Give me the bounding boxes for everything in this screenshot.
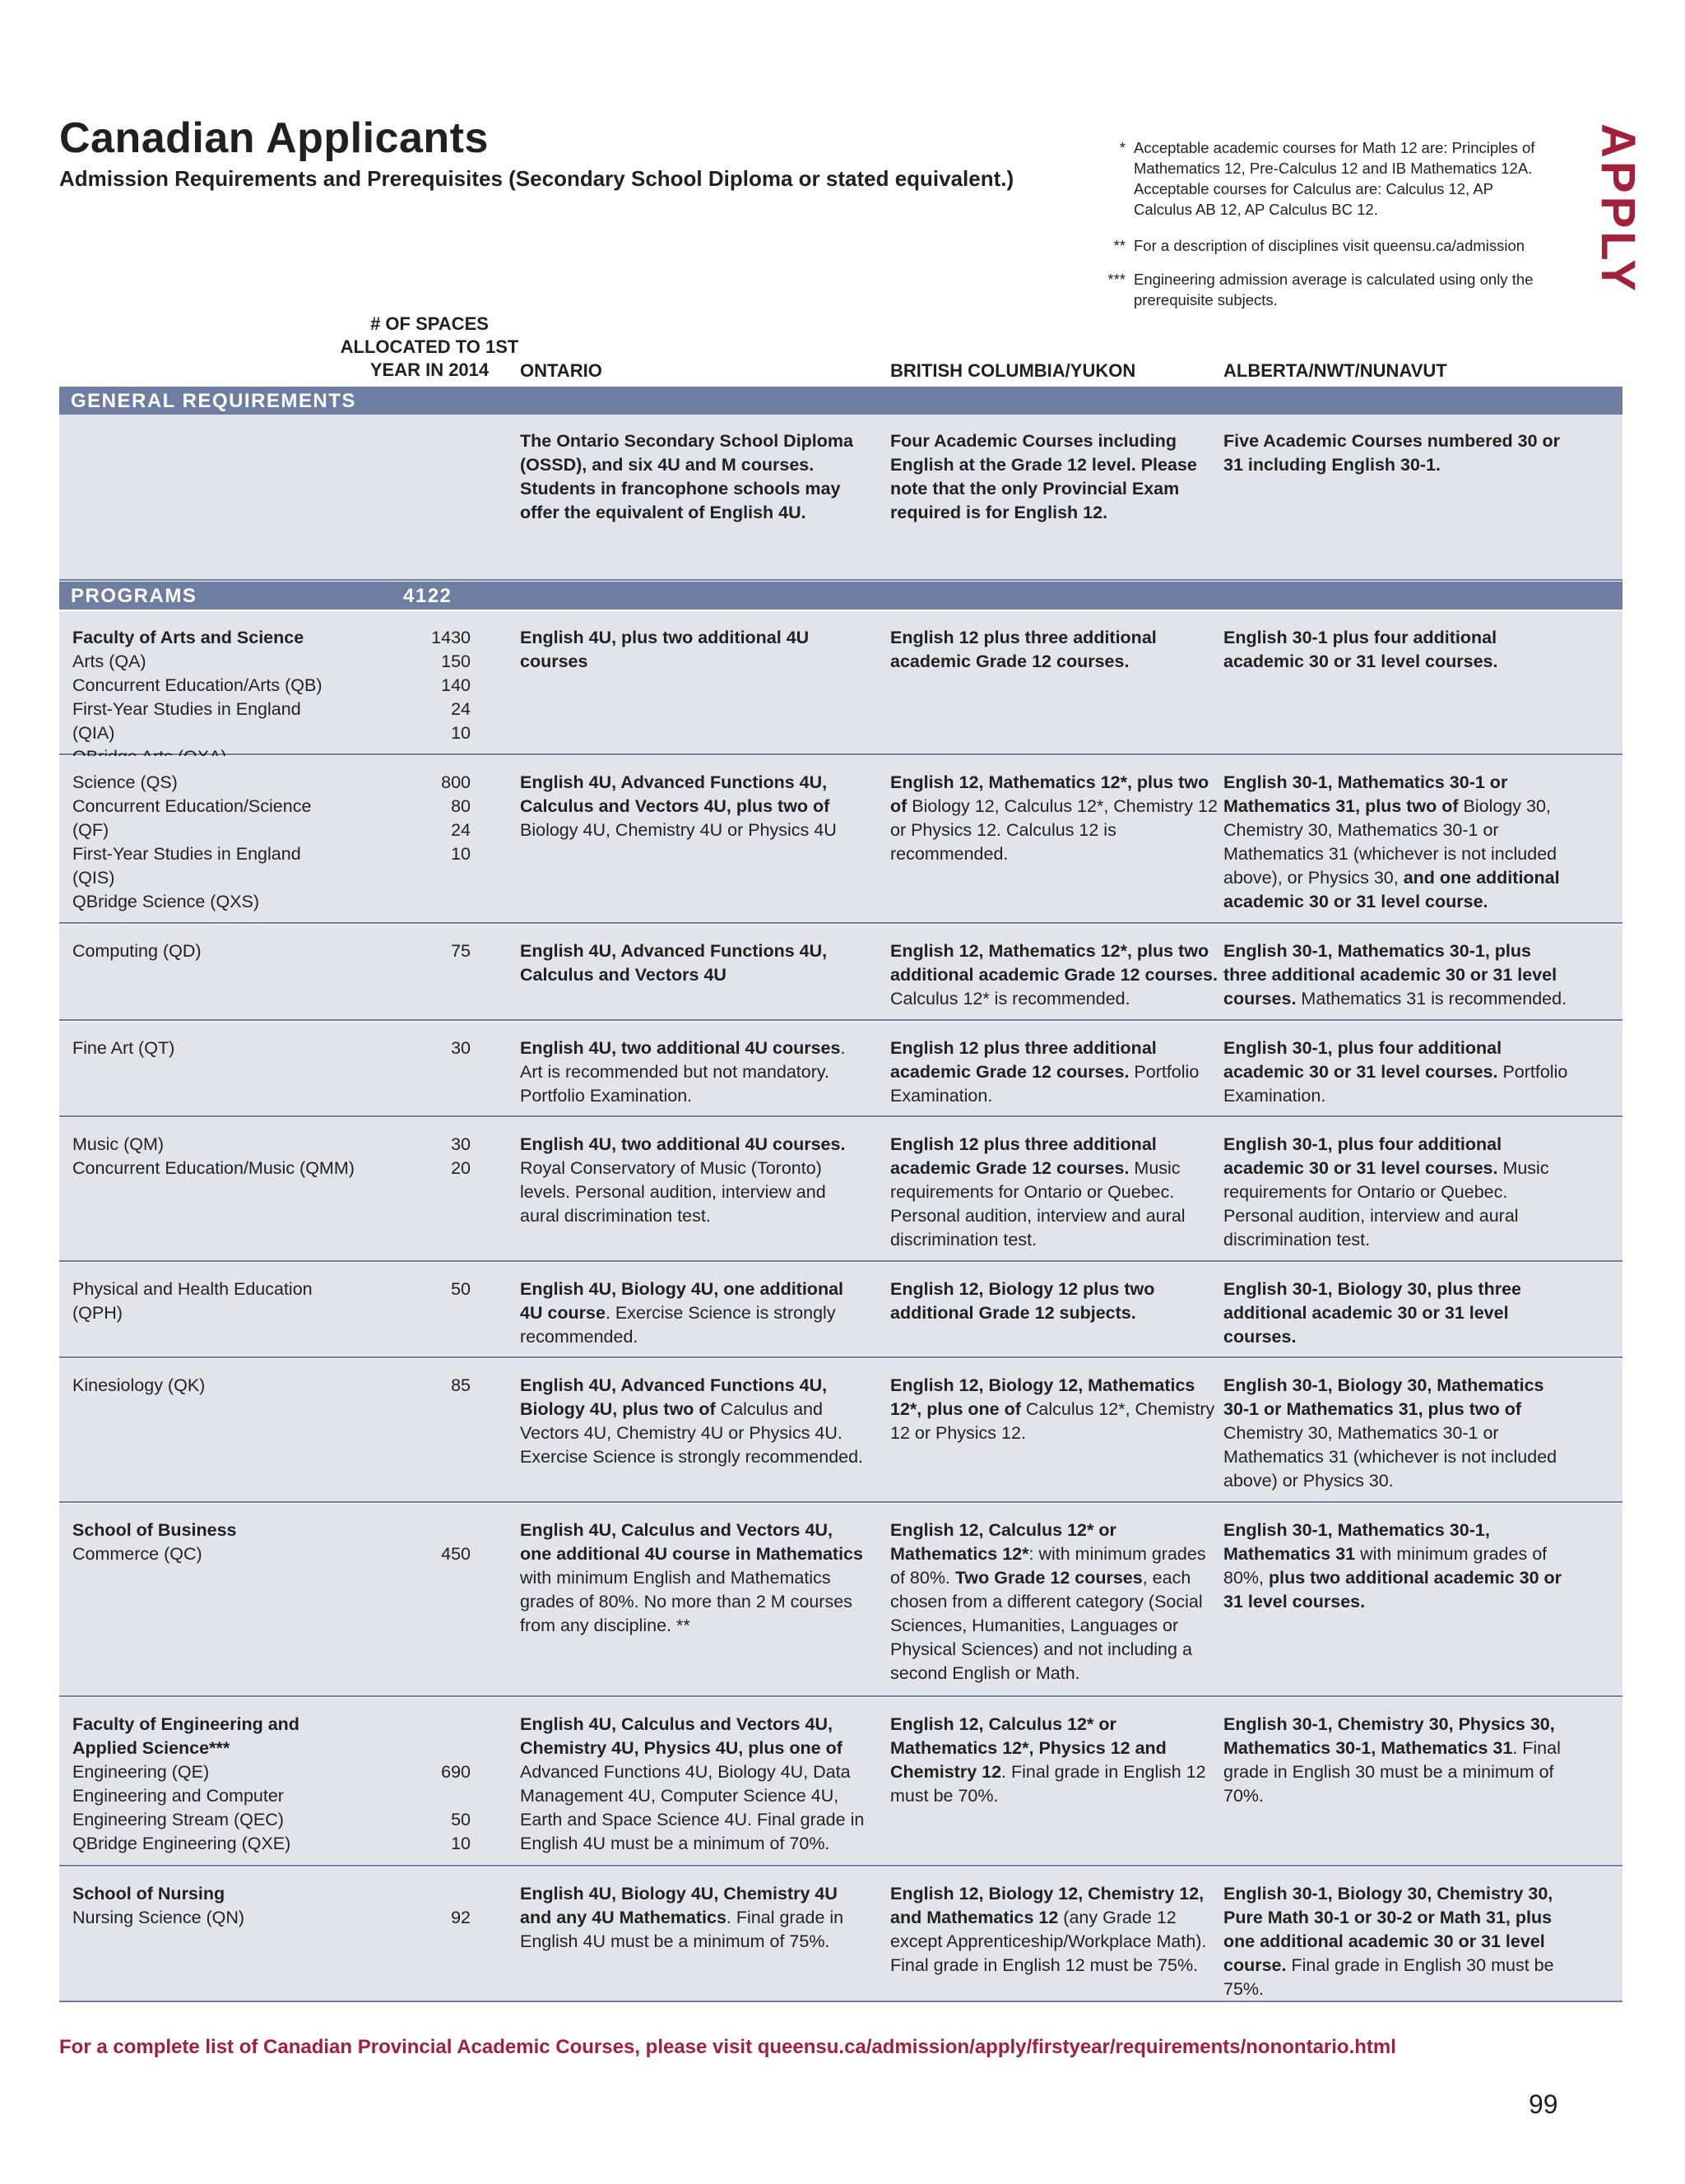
requirement-text: , each chosen from a different category (Social Sciences, Humanities, Languages or Physical Sciences) and not including a second English or Math.: [890, 1568, 1203, 1683]
requirement-text: English 4U, Advanced Functions 4U, Calculus and Vectors 4U: [520, 941, 828, 985]
spaces-value: 140: [441, 675, 471, 695]
requirement-bc: [890, 626, 1219, 674]
program-name: First-Year Studies in England (QIS): [72, 844, 306, 888]
spaces-value: [388, 1784, 471, 1808]
apply-tab-label: APPLY: [1591, 123, 1645, 295]
footnote-text: For a description of disciplines visit queensu.ca/admission: [1134, 237, 1525, 254]
spaces-value: 30: [451, 1038, 471, 1058]
program-row: [59, 611, 1622, 755]
requirement-text: English 12, Biology 12, Chemistry 12, and Mathematics 12: [890, 1884, 1205, 1927]
general-requirements-row: [59, 415, 1622, 581]
spaces-value: 50: [451, 1279, 471, 1299]
requirement-text: . Art is recommended but not mandatory. Portfolio Examination.: [520, 1038, 846, 1106]
requirement-bc: [890, 1519, 1219, 1686]
footnote-1: [1086, 137, 1547, 220]
program-names: [72, 1133, 402, 1180]
requirement-ontario: [520, 1036, 866, 1108]
program-row: [59, 1263, 1622, 1358]
spaces-value: 24: [451, 699, 471, 719]
column-headers: [59, 309, 1622, 385]
spaces-value: 1430: [431, 628, 471, 647]
general-ontario: The Ontario Secondary School Diploma (OSSD), and six 4U and M courses. Students in francophone schools may offer the equivalent of English 4U.: [520, 431, 853, 522]
requirement-text: Final grade in English 30 must be 75%.: [1223, 1955, 1554, 1999]
requirement-alberta: [1223, 1374, 1569, 1493]
requirement-text: English 4U, Biology 4U, Chemistry 4U and any 4U Mathematics: [520, 1884, 838, 1927]
requirement-text: English 12, Biology 12, Mathematics 12*, plus one of: [890, 1375, 1195, 1419]
footnote-mark: ***: [1107, 271, 1126, 288]
page-subtitle: Admission Requirements and Prerequisites (Secondary School Diploma or stated equivalent.): [59, 166, 1014, 191]
program-names: [72, 1374, 402, 1398]
requirement-text: Chemistry 30, Mathematics 30-1 or Mathematics 31 (whichever is not included above) or Physics 30.: [1223, 1423, 1557, 1491]
program-spaces: [388, 626, 471, 745]
requirement-text: English 30-1, Biology 30, Mathematics 30-1 or Mathematics 31, plus two of: [1223, 1375, 1544, 1419]
program-names: [72, 1036, 402, 1060]
requirement-text: Two Grade 12 courses: [954, 1568, 1143, 1588]
program-row: [59, 1867, 1622, 2002]
requirement-alberta: [1223, 626, 1569, 674]
program-row: [59, 925, 1622, 1021]
requirement-text: English 30-1 plus four additional academic 30 or 31 level courses.: [1223, 628, 1498, 671]
requirement-text: English 4U, two additional 4U courses.: [520, 1134, 846, 1154]
requirement-text: English 12, Mathematics 12*, plus two of: [890, 772, 1209, 816]
program-spaces: [388, 1374, 471, 1398]
requirement-ontario: [520, 771, 866, 842]
program-name: Nursing Science (QN): [72, 1908, 245, 1927]
requirement-bc: [890, 939, 1219, 1011]
requirement-text: . Exercise Science is strongly recommended.: [520, 1303, 836, 1347]
program-spaces: [388, 1277, 471, 1301]
requirement-bc: [890, 1713, 1219, 1808]
requirement-text: . Final grade in English 12 must be 70%.: [890, 1762, 1206, 1806]
spaces-value: 800: [441, 772, 471, 792]
requirement-alberta: [1223, 1036, 1569, 1108]
requirement-ontario: [520, 939, 866, 987]
program-name: Kinesiology (QK): [72, 1375, 206, 1395]
requirement-text: English 30-1, Mathematics 30-1, plus three additional academic 30 or 31 level courses.: [1223, 941, 1557, 1009]
requirement-text: Portfolio Examination.: [1223, 1062, 1568, 1106]
program-name: Concurrent Education/Arts (QB): [72, 675, 323, 695]
requirement-text: Mathematics 31 is recommended.: [1301, 989, 1567, 1009]
spaces-value: 10: [451, 1834, 471, 1853]
program-row: [59, 756, 1622, 924]
spaces-value: 50: [451, 1810, 471, 1829]
spaces-value: 75: [451, 941, 471, 961]
requirement-text: English 4U, two additional 4U courses: [520, 1038, 841, 1058]
program-name: Fine Art (QT): [72, 1038, 175, 1058]
program-names: [72, 1713, 402, 1856]
requirement-text: English 30-1, plus four additional academic 30 or 31 level courses.: [1223, 1038, 1503, 1082]
program-name: Faculty of Arts and Science: [72, 628, 304, 647]
program-name: Arts (QA): [72, 651, 146, 671]
program-names: [72, 939, 402, 963]
requirement-text: English 12, Calculus 12* or Mathematics 12*: [890, 1520, 1116, 1564]
requirement-bc: [890, 1133, 1219, 1252]
program-names: [72, 1519, 402, 1566]
general-bc: Four Academic Courses including English at the Grade 12 level. Please note that the only Provincial Exam required is for English 12.: [890, 431, 1197, 522]
requirement-text: English 30-1, Mathematics 30-1, Mathematics 31: [1223, 1520, 1490, 1564]
requirement-ontario: [520, 1374, 866, 1469]
bottom-note-link[interactable]: For a complete list of Canadian Provincial Academic Courses, please visit queensu.ca/admission/apply/firstyear/requirements/nonontario.html: [59, 2036, 1396, 2058]
program-name: School of Nursing: [72, 1884, 225, 1903]
requirement-alberta: [1223, 1277, 1569, 1349]
spaces-value: [388, 1713, 471, 1737]
page-number: 99: [1529, 2089, 1558, 2119]
footnote-text: Engineering admission average is calculated using only the prerequisite subjects.: [1134, 271, 1534, 308]
program-spaces: [388, 771, 471, 866]
requirement-text: English 12, Calculus 12* or Mathematics 12*, Physics 12 and Chemistry 12: [890, 1714, 1167, 1782]
requirement-text: English 12 plus three additional academic Grade 12 courses.: [890, 1134, 1157, 1178]
program-row: [59, 1022, 1622, 1117]
program-spaces: [388, 1133, 471, 1180]
requirement-bc: [890, 771, 1219, 866]
footnote-text: Acceptable academic courses for Math 12 are: Principles of Mathematics 12, Pre-Calculus 12 and IB Mathematics 12A. Acceptable courses for Calculus are: Calculus 12, AP Calculus AB 12, AP Calculus BC 12.: [1134, 139, 1535, 218]
program-name: Commerce (QC): [72, 1544, 202, 1564]
requirement-ontario: [520, 1277, 866, 1349]
spaces-value: 450: [441, 1544, 471, 1564]
requirement-ontario: [520, 626, 866, 674]
requirement-text: with minimum English and Mathematics grades of 80%. No more than 2 M courses from any discipline. **: [520, 1568, 852, 1635]
requirement-text: English 4U, Calculus and Vectors 4U, one additional 4U course in Mathematics: [520, 1520, 863, 1564]
requirement-text: Royal Conservatory of Music (Toronto) levels. Personal audition, interview and aural discrimination test.: [520, 1158, 826, 1226]
requirement-text: Music requirements for Ontario or Quebec. Personal audition, interview and aural discrimination test.: [890, 1158, 1186, 1250]
requirement-bc: [890, 1882, 1219, 1978]
program-names: [72, 1882, 402, 1930]
program-spaces: [388, 939, 471, 963]
requirement-ontario: [520, 1713, 866, 1856]
column-header-alberta: ALBERTA/NWT/NUNAVUT: [1223, 360, 1447, 381]
requirement-text: English 12 plus three additional academic Grade 12 courses.: [890, 628, 1157, 671]
requirement-text: English 4U, Advanced Functions 4U, Biology 4U, plus two of: [520, 1375, 828, 1419]
program-name: Faculty of Engineering and Applied Science***: [72, 1714, 304, 1758]
program-name: Computing (QD): [72, 941, 202, 961]
requirement-alberta: [1223, 1133, 1569, 1252]
requirement-text: English 30-1, Biology 30, Chemistry 30, Pure Math 30-1 or 30-2 or Math 31, plus one additional academic 30 or 31 level course.: [1223, 1884, 1553, 1975]
spaces-value: 10: [451, 844, 471, 864]
program-name: QBridge Science (QXS): [72, 892, 260, 911]
requirement-alberta: [1223, 1519, 1569, 1614]
spaces-value: 30: [451, 1134, 471, 1154]
programs-band: [59, 582, 1622, 610]
requirement-text: Biology 12, Calculus 12*, Chemistry 12 or Physics 12. Calculus 12 is recommended.: [890, 796, 1218, 864]
program-spaces: [388, 1036, 471, 1060]
footnote-3: [1086, 269, 1547, 310]
spaces-value: 20: [451, 1158, 471, 1178]
programs-total: 4122: [403, 585, 453, 607]
spaces-value: [388, 1882, 471, 1906]
program-name: Engineering (QE): [72, 1762, 210, 1782]
program-name: Concurrent Education/Music (QMM): [72, 1158, 355, 1178]
program-names: [72, 626, 402, 769]
requirement-text: Portfolio Examination.: [890, 1062, 1200, 1106]
band-label: PROGRAMS: [71, 585, 197, 607]
program-row: [59, 1698, 1622, 1866]
spaces-value: 690: [441, 1762, 471, 1782]
spaces-value: [388, 1737, 471, 1760]
requirement-text: Biology 4U, Chemistry 4U or Physics 4U: [520, 820, 837, 840]
requirement-text: English 30-1, Mathematics 30-1 or Mathematics 31, plus two of: [1223, 772, 1508, 816]
requirement-alberta: [1223, 771, 1569, 914]
requirement-text: English 4U, Biology 4U, one additional 4U course: [520, 1279, 844, 1323]
program-name: Concurrent Education/Science (QF): [72, 796, 317, 840]
requirement-ontario: [520, 1882, 866, 1954]
requirement-bc: [890, 1374, 1219, 1445]
requirement-text: . Final grade in English 30 must be a minimum of 70%.: [1223, 1738, 1561, 1806]
program-name: First-Year Studies in England (QIA): [72, 699, 306, 743]
requirement-text: English 12 plus three additional academic Grade 12 courses.: [890, 1038, 1157, 1082]
requirement-ontario: [520, 1519, 866, 1638]
requirement-text: and one additional academic 30 or 31 level course.: [1223, 868, 1560, 911]
requirement-text: plus two additional academic 30 or 31 level courses.: [1223, 1568, 1562, 1611]
program-spaces: [388, 1519, 471, 1566]
program-name: Music (QM): [72, 1134, 165, 1154]
requirement-text: English 30-1, Biology 30, plus three additional academic 30 or 31 level courses.: [1223, 1279, 1522, 1347]
requirement-text: : with minimum grades of 80%.: [890, 1544, 1206, 1588]
requirement-text: Music requirements for Ontario or Quebec. Personal audition, interview and aural discrimination test.: [1223, 1158, 1549, 1250]
spaces-value: 24: [451, 820, 471, 840]
column-header-spaces: # OF SPACES ALLOCATED TO 1ST YEAR IN 2014: [340, 313, 519, 380]
program-name: Science (QS): [72, 772, 178, 792]
requirement-text: English 30-1, Chemistry 30, Physics 30, Mathematics 30-1, Mathematics 31: [1223, 1714, 1555, 1758]
requirement-text: English 12, Mathematics 12*, plus two additional academic Grade 12 courses.: [890, 941, 1218, 985]
requirement-bc: [890, 1277, 1219, 1325]
requirement-text: Calculus 12*, Chemistry 12 or Physics 12.: [890, 1399, 1215, 1443]
footnote-mark: *: [1119, 139, 1126, 156]
program-row: [59, 1118, 1622, 1262]
spaces-value: 92: [451, 1908, 471, 1927]
requirement-text: . Final grade in English 4U must be a minimum of 75%.: [520, 1908, 844, 1951]
requirement-alberta: [1223, 939, 1569, 1011]
requirement-text: Biology 30, Chemistry 30, Mathematics 30-1 or Mathematics 31 (whichever is not included above), or Physics 30,: [1223, 796, 1557, 888]
general-alberta: Five Academic Courses numbered 30 or 31 including English 30-1.: [1223, 431, 1561, 475]
requirement-text: with minimum grades of 80%,: [1223, 1544, 1548, 1588]
requirement-bc: [890, 1036, 1219, 1108]
band-label: GENERAL REQUIREMENTS: [71, 390, 356, 412]
spaces-value: 150: [441, 651, 471, 671]
requirement-ontario: [520, 1133, 866, 1228]
requirement-text: English 4U, plus two additional 4U courses: [520, 628, 810, 671]
page-title: Canadian Applicants: [59, 114, 489, 162]
program-spaces: [388, 1882, 471, 1930]
column-header-ontario: ONTARIO: [520, 360, 602, 381]
program-name: Physical and Health Education (QPH): [72, 1279, 318, 1323]
requirement-text: English 4U, Calculus and Vectors 4U, Chemistry 4U, Physics 4U, plus one of: [520, 1714, 842, 1758]
requirement-text: Advanced Functions 4U, Biology 4U, Data Management 4U, Computer Science 4U, Earth and Space Science 4U. Final grade in English 4U must be a minimum of 70%.: [520, 1762, 865, 1853]
program-row: [59, 1359, 1622, 1503]
requirement-text: Calculus and Vectors 4U, Chemistry 4U or Physics 4U. Exercise Science is strongly recommended.: [520, 1399, 864, 1467]
program-name: QBridge Engineering (QXE): [72, 1834, 291, 1853]
program-names: [72, 771, 402, 914]
requirement-alberta: [1223, 1713, 1569, 1808]
column-header-bc: BRITISH COLUMBIA/YUKON: [890, 360, 1136, 381]
requirement-text: English 4U, Advanced Functions 4U, Calculus and Vectors 4U, plus two of: [520, 772, 830, 816]
program-names: [72, 1277, 402, 1325]
program-name: Engineering and Computer Engineering Stream (QEC): [72, 1786, 289, 1829]
footnote-mark: **: [1113, 237, 1126, 254]
requirement-text: English 30-1, plus four additional academic 30 or 31 level courses.: [1223, 1134, 1503, 1178]
program-row: [59, 1504, 1622, 1697]
apply-side-tab: [1563, 123, 1662, 295]
requirement-text: English 12, Biology 12 plus two additional Grade 12 subjects.: [890, 1279, 1155, 1323]
program-spaces: [388, 1713, 471, 1856]
spaces-value: 80: [451, 796, 471, 816]
footnote-2: [1086, 235, 1547, 256]
requirement-alberta: [1223, 1882, 1569, 2001]
spaces-value: 85: [451, 1375, 471, 1395]
requirement-text: (any Grade 12 except Apprenticeship/Workplace Math). Final grade in English 12 must be 75%.: [890, 1908, 1207, 1975]
general-requirements-band: [59, 387, 1622, 415]
spaces-value: [388, 1519, 471, 1542]
requirement-text: Calculus 12* is recommended.: [890, 989, 1130, 1009]
program-name: School of Business: [72, 1520, 237, 1540]
spaces-value: 10: [451, 723, 471, 743]
